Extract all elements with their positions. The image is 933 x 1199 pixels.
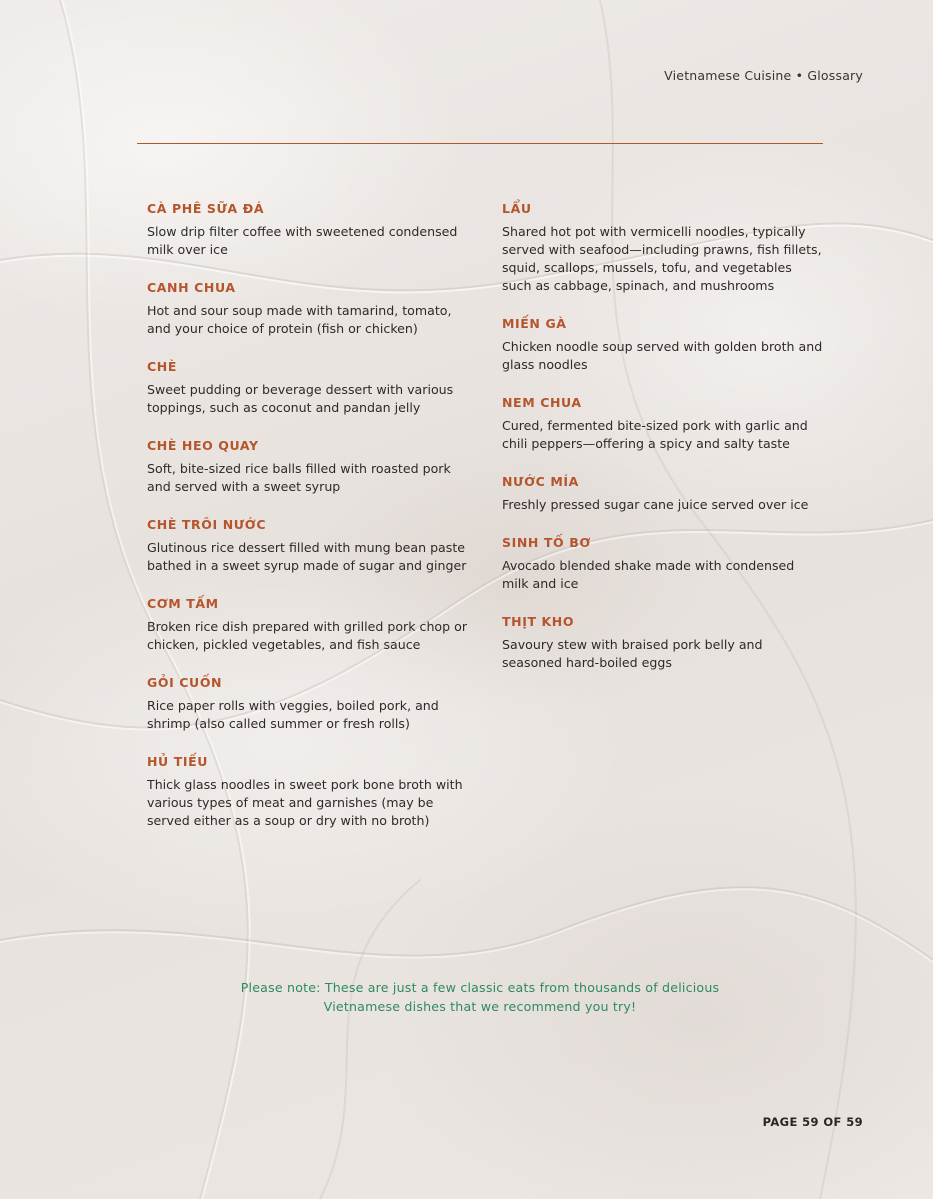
glossary-definition: Savoury stew with braised pork belly and seasoned hard-boiled eggs — [502, 637, 763, 670]
glossary-term: SINH TỐ BƠ — [502, 535, 591, 550]
glossary-entry — [147, 675, 467, 733]
glossary-term: CHÈ HEO QUAY — [147, 438, 259, 453]
glossary-entry — [502, 474, 824, 514]
glossary-term: CƠM TẤM — [147, 596, 219, 611]
glossary-entry — [502, 614, 824, 672]
glossary-definition: Soft, bite-sized rice balls filled with roasted pork and served with a sweet syrup — [147, 461, 451, 494]
glossary-term: GỎI CUỐN — [147, 675, 223, 690]
glossary-column-left — [147, 201, 467, 830]
glossary-term: CÀ PHÊ SỮA ĐÁ — [147, 201, 265, 216]
glossary-definition: Rice paper rolls with veggies, boiled pork, and shrimp (also called summer or fresh rolls) — [147, 698, 439, 731]
glossary-term: NEM CHUA — [502, 395, 582, 410]
glossary-definition: Freshly pressed sugar cane juice served over ice — [502, 497, 809, 512]
glossary-definition: Glutinous rice dessert filled with mung bean paste bathed in a sweet syrup made of sugar and ginger — [147, 540, 467, 573]
glossary-definition: Thick glass noodles in sweet pork bone broth with various types of meat and garnishes (may be served either as a soup or dry with no broth) — [147, 777, 463, 828]
glossary-definition: Shared hot pot with vermicelli noodles, typically served with seafood—including prawns, fish fillets, squid, scallops, mussels, tofu, and vegetables such as cabbage, spinach, and mushrooms — [502, 224, 822, 293]
glossary-column-right — [502, 201, 824, 672]
glossary-term: CHÈ TRÔI NƯỚC — [147, 517, 267, 532]
closing-note: Please note: These are just a few classic eats from thousands of delicious Vietnamese dishes that we recommend you try! — [240, 980, 720, 1014]
glossary-entry — [147, 596, 467, 654]
glossary-entry — [502, 201, 824, 295]
page-number: PAGE 59 OF 59 — [762, 1115, 863, 1129]
glossary-term: CANH CHUA — [147, 280, 236, 295]
glossary-definition: Avocado blended shake made with condensed milk and ice — [502, 558, 795, 591]
glossary-definition: Chicken noodle soup served with golden broth and glass noodles — [502, 339, 823, 372]
header-divider — [137, 143, 823, 144]
running-header: Vietnamese Cuisine • Glossary — [664, 68, 863, 83]
glossary-entry — [502, 395, 824, 453]
glossary-entry — [147, 201, 467, 259]
glossary-definition: Cured, fermented bite-sized pork with garlic and chili peppers—offering a spicy and salty taste — [502, 418, 808, 451]
glossary-term: HỦ TIẾU — [147, 754, 209, 769]
glossary-definition: Broken rice dish prepared with grilled pork chop or chicken, pickled vegetables, and fish sauce — [147, 619, 468, 652]
glossary-entry — [502, 535, 824, 593]
glossary-entry — [147, 517, 467, 575]
glossary-entry — [147, 280, 467, 338]
glossary-entry — [147, 359, 467, 417]
glossary-definition: Slow drip filter coffee with sweetened condensed milk over ice — [147, 224, 458, 257]
glossary-term: CHÈ — [147, 359, 177, 374]
glossary-term: NƯỚC MÍA — [502, 474, 579, 489]
glossary-entry — [147, 438, 467, 496]
glossary-term: THỊT KHO — [502, 614, 575, 629]
glossary-term: MIẾN GÀ — [502, 316, 567, 331]
glossary-definition: Hot and sour soup made with tamarind, tomato, and your choice of protein (fish or chicken) — [147, 303, 452, 336]
glossary-entry — [502, 316, 824, 374]
glossary-definition: Sweet pudding or beverage dessert with various toppings, such as coconut and pandan jelly — [147, 382, 454, 415]
glossary-term: LẨU — [502, 201, 532, 216]
glossary-entry — [147, 754, 467, 830]
